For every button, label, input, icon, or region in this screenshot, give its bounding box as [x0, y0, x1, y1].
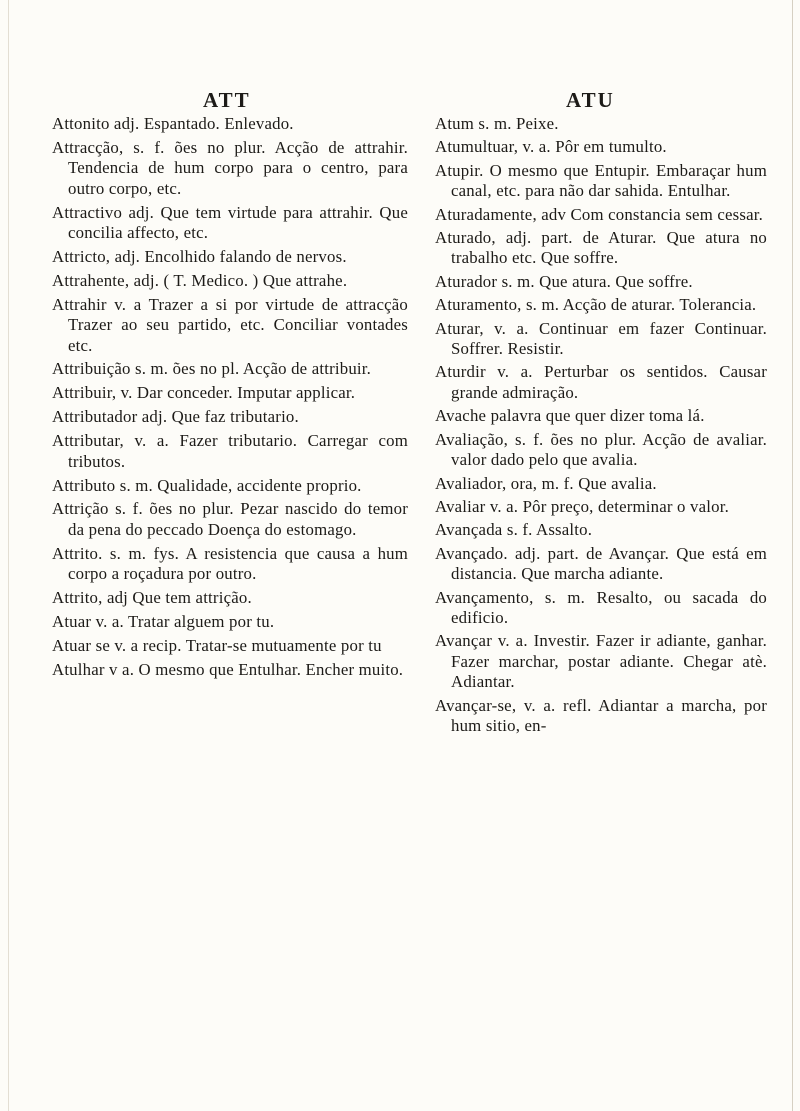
dictionary-entry: Atulhar v a. O mesmo que Entulhar. Encher muito. [52, 659, 404, 679]
dictionary-entry: Atuar v. a. Tratar alguem por tu. [52, 611, 275, 631]
dictionary-entry: Attrito. s. m. fys. A resistencia que causa a hum corpo a roçadura por outro. [52, 543, 408, 584]
dictionary-entry: Avançar v. a. Investir. Fazer ir adiante, ganhar. Fazer marchar, postar adiante. Chegar atè. Adiantar. [435, 631, 767, 692]
dictionary-entry: Aturador s. m. Que atura. Que soffre. [435, 271, 693, 291]
dictionary-entry: Avançar-se, v. a. refl. Adiantar a marcha, por hum sitio, en- [435, 695, 767, 735]
dictionary-entry: Aturado, adj. part. de Aturar. Que atura no trabalho etc. Que soffre. [435, 228, 767, 268]
dictionary-entry: Aturar, v. a. Continuar em fazer Continuar. Soffrer. Resistir. [435, 318, 767, 359]
dictionary-entry: Attribuição s. m. ões no pl. Acção de attribuir. [52, 359, 372, 379]
left-column [52, 114, 408, 684]
dictionary-entry: Attractivo adj. Que tem virtude para attrahir. Que concilia affecto, etc. [52, 202, 408, 243]
dictionary-entry: Aturadamente, adv Com constancia sem cessar. [435, 204, 764, 224]
dictionary-entry: Attonito adj. Espantado. Enlevado. [52, 114, 294, 133]
left-column-header: ATT [203, 88, 251, 112]
dictionary-entry: Attributador adj. Que faz tributario. [52, 407, 299, 427]
dictionary-entry: Aturdir v. a. Perturbar os sentidos. Causar grande admiração. [435, 362, 767, 402]
dictionary-entry: Attributo s. m. Qualidade, accidente proprio. [52, 475, 362, 495]
dictionary-entry: Attrição s. f. ões no plur. Pezar nascido do temor da pena do peccado Doença do estomago. [52, 499, 408, 539]
dictionary-entry: Atum s. m. Peixe. [435, 114, 559, 133]
dictionary-entry: Aturamento, s. m. Acção de aturar. Tolerancia. [435, 295, 757, 315]
dictionary-entry: Attrahente, adj. ( T. Medico. ) Que attrahe. [52, 270, 348, 290]
dictionary-entry: Attracção, s. f. ões no plur. Acção de attrahir. Tendencia de hum corpo para o centro, para outro corpo, etc. [52, 137, 408, 198]
dictionary-entry: Attributar, v. a. Fazer tributario. Carregar com tributos. [52, 431, 408, 471]
dictionary-entry: Attrito, adj Que tem attrição. [52, 588, 252, 608]
right-column [435, 114, 767, 739]
dictionary-entry: Avançado. adj. part. de Avançar. Que está em distancia. Que marcha adiante. [435, 543, 767, 584]
dictionary-entry: Atumultuar, v. a. Pôr em tumulto. [435, 137, 667, 157]
dictionary-entry: Avaliar v. a. Pôr preço, determinar o valor. [435, 496, 729, 516]
dictionary-entry: Avaliação, s. f. ões no plur. Acção de avaliar. valor dado pelo que avalia. [435, 429, 767, 470]
page-edge-left [8, 0, 9, 1111]
dictionary-entry: Attribuir, v. Dar conceder. Imputar applicar. [52, 383, 356, 403]
dictionary-entry: Avançamento, s. m. Resalto, ou sacada do edificio. [435, 587, 767, 627]
dictionary-entry: Avache palavra que quer dizer toma lá. [435, 406, 705, 426]
dictionary-entry: Avaliador, ora, m. f. Que avalia. [435, 473, 657, 493]
dictionary-entry: Attricto, adj. Encolhido falando de nervos. [52, 246, 347, 266]
dictionary-entry: Avançada s. f. Assalto. [435, 520, 593, 540]
right-column-header: ATU [566, 88, 615, 112]
page-edge-right [792, 0, 793, 1111]
dictionary-entry: Atupir. O mesmo que Entupir. Embaraçar hum canal, etc. para não dar sahida. Entulhar. [435, 160, 767, 201]
dictionary-entry: Atuar se v. a recip. Tratar-se mutuamente por tu [52, 635, 382, 655]
dictionary-entry: Attrahir v. a Trazer a si por virtude de attracção Trazer ao seu partido, etc. Conciliar vontades etc. [52, 294, 408, 355]
